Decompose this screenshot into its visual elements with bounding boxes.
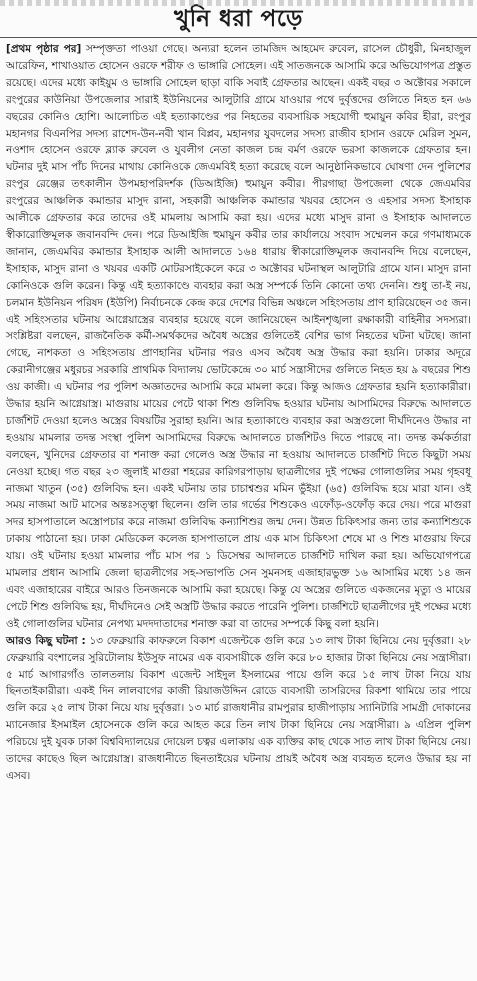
continuation-kicker: [প্রথম পৃষ্ঠার পর] (6, 43, 82, 55)
article-headline: খুনি ধরা পড়ে (174, 6, 303, 32)
paragraph-1-text: সম্পৃক্ততা পাওয়া গেছে। অন্যরা হলেন তামজিদ আহমেদ রুবেল, রাসেল চৌধুরী, মিনহাজুল আরেফিন, শাখাওয়াত হোসেন ওরফে শরীফ ও ভাঙ্গারি সোহেল। এই সাতজনকে আসামি করে অভিযোগপত্র প্রস্তুত রয়েছে। এদের মধ্যে কাইয়ুম ও ভাঙ্গারি সোহেল ছাড়া বাকি সবাই গ্রেফতার আছেন। একই বছর ৩ অক্টোবর সকালে রংপুরের কাউনিয়া উপজেলার সারাই ইউনিয়নের আলুটারি গ্রামে যাওয়ার পথে দুর্বৃত্তদের গুলিতে নিহত হন ৬৬ বছরের কোনিও হোশি। আলোচিত এই হত্যাকাণ্ডের পর নিহতের ব্যবসায়িক সহযোগী হুমায়ুন কবির হীরা, রংপুর মহানগর বিএনপির সদস্য রাশেদ-উন-নবী খান বিপ্লব, মহানগর যুবদলের সদস্য রাজীব হাসান ওরফে মেরিল সুমন, নওশাদ হোসেন ওরফে ব্ল্যাক রুবেল ও যুবলীগ নেতা কাজল চন্দ্র বর্মণ ওরফে ভরসা কাজলকে গ্রেফতার হন। ঘটনার দুই মাস পাঁচ দিনের মাথায় কোনিওকে জেএমবিই হত্যা করেছে বলে আনুষ্ঠানিকভাবে ঘোষণা দেন পুলিশের রংপুর রেঞ্জের তৎকালীন উপমহাপরিদর্শক (ডিআইজি) হুমায়ুন কবীর। পীরগাছা উপজেলা থেকে জেএমবির রংপুরের আঞ্চলিক কমান্ডার মাসুদ রানা, সহকারী আঞ্চলিক কমান্ডার খয়বর হোসেন ও এহসার সদস্য ইসাহাক আলীকে গ্রেফতার করে তাদের ওই মামলায় আসামি করা হয়। এদের মধ্যে মাসুদ রানা ও ইসাহাক আদালতে স্বীকারোক্তিমূলক জবানবন্দি দেন। পরে ডিআইজি হুমায়ুন কবীর তার কার্যালয়ে সংবাদ সম্মেলন করে গণমাধ্যমকে জানান, জেএমবির কমান্ডার ইসাহাক আলী আদালতে ১৬৪ ধারায় স্বীকারোক্তিমূলক জবানবন্দি দিয়ে বলেছেন, ইসাহাক, মাসুদ রানা ও খয়বর একটি মোটরসাইকেলে করে ৩ অক্টোবর ঘটনাস্থল আলুটারি গ্রামে যান। মাসুদ রানা কোনিওকে গুলি করেন। কিন্তু এই হত্যাকাণ্ডে ব্যবহার করা অস্ত্র সম্পর্কে তিনি কোনো তথ্য দেননি। শুধু তা-ই নয়, চলমান ইউনিয়ন পরিষদ (ইউপি) নির্বাচনকে কেন্দ্র করে দেশের বিভিন্ন অঞ্চলে সহিংসতায় প্রাণ হারিয়েছেন ৩৫ জন। এই সহিংসতার ঘটনায় আগ্নেয়াস্ত্রের ব্যবহার হয়েছে বলে জানিয়েছেন আইনশৃঙ্খলা রক্ষাকারী বাহিনীর সদস্যরা। সংশ্লিষ্টরা বলছেন, রাজনৈতিক কর্মী-সমর্থকদের অবৈধ অস্ত্রের গুলিতেই বেশির ভাগ নিহতের ঘটনা ঘটছে। জানা গেছে, নাশকতা ও সহিংসতায় প্রাণহানির ঘটনার পরও এসব অবৈধ অস্ত্র উদ্ধার করা হয়নি। ঢাকার অদূরে কেরানীগঞ্জের মধুরচর সরকারি প্রাথমিক বিদ্যালয় ভোটকেন্দ্রে ৩০ মার্চ সন্ত্রাসীদের গুলিতে নিহত হয় ৯ বছরের শিশু ওয় কাজী। এ ঘটনার পর পুলিশ অজ্ঞাতদের আসামি করে মামলা করে। কিন্তু আজও গ্রেফতার হয়নি হত্যাকারীরা। উদ্ধার হয়নি আগ্নেয়াস্ত্র। মাগুরায় মায়ের পেটে থাকা শিশু গুলিবিদ্ধ হওয়ার ঘটনায় আসামিদের বিরুদ্ধে আদালতে চার্জশিট দেওয়া হলেও অস্ত্রের বিষয়টির সুরাহা হয়নি। আর হত্যাকাণ্ডে ব্যবহার করা অস্ত্রগুলো দীর্ঘদিনেও উদ্ধার না হওয়ায় মামলার তদন্ত সংস্থা পুলিশ আসামিদের বিরুদ্ধে আদালতে চার্জশিটও দিতে পারছে না। তদন্ত কর্মকর্তারা বলছেন, খুনিদের গ্রেফতার বা শনাক্ত করা গেলেও অস্ত্র উদ্ধার না হওয়ায় আদালতে চার্জশিট দিতে কিছুটা সময় নেওয়া হচ্ছে। গত বছর ২৩ জুলাই মাগুরা শহরের কারিগরপাড়ায় ছাত্রলীগের দুই পক্ষের গোলাগুলির সময় গৃহবধূ নাজমা খাতুন (৩৫) গুলিবিদ্ধ হন। একই ঘটনায় তার চাচাশ্বশুর মমিন ভুঁইয়া (৬৫) গুলিবিদ্ধ হয়ে মারা যান। ওই সময় নাজমা আট মাসের অন্তঃসত্ত্বা ছিলেন। গুলি তার গর্ভের শিশুকেও এফোঁড়-ওফোঁড় করে দেয়। পরে মাগুরা সদর হাসপাতালে অস্ত্রোপচার করে নাজমা গুলিবিদ্ধ কন্যাশিশুর জন্ম দেন। উন্নত চিকিৎসার জন্য তার কন্যাশিশুকে ঢাকায় পাঠানো হয়। ঢাকা মেডিকেল কলেজ হাসপাতালে প্রায় এক মাস চিকিৎসা শেষে মা ও শিশু মাগুরায় ফিরে যায়। ওই ঘটনায় হওয়া মামলার পাঁচ মাস পর ১ ডিসেম্বর আদালতে চার্জশিট দাখিল করা হয়। অভিযোগপত্রে মামলার প্রধান আসামি জেলা ছাত্রলীগের সহ-সভাপতি সেন সুমনসহ এজাহারভুক্ত ১৬ আসামির মধ্যে ১৪ জন এবং এজাহারের বাইরে আরও তিনজনকে আসামি করা হয়েছে। কিন্তু যে অস্ত্রের গুলিতে একজনের মৃত্যু ও মায়ের পেটে শিশু গুলিবিদ্ধ হয়, দীর্ঘদিনেও সেই অস্ত্রটি উদ্ধার করতে পারেনি পুলিশ। চার্জশিটে ছাত্রলীগের দুই পক্ষের মধ্যে ওই গোলাগুলির ঘটনার নেপথ্য মদদদাতাদের শনাক্ত করা বা তাদের সম্পর্কে কিছু বলা হয়নি। (6, 43, 471, 630)
article-paragraph-2 (6, 633, 471, 785)
paragraph-2-text: ১৩ ফেব্রুয়ারি কাফরুলে বিকাশ এজেন্টকে গুলি করে ১৩ লাখ টাকা ছিনিয়ে নেয় দুর্বৃত্তরা। ২৮ ফেব্রুয়ারি বংশালের সুরিটোলায় ইউসুফ নামের এক ব্যবসায়ীকে গুলি করে ৮০ হাজার টাকা ছিনিয়ে নেয় সন্ত্রাসীরা। ৫ মার্চ আগারগাঁও তালতলায় বিকাশ এজেন্ট সাইদুল ইসলামের পায়ে গুলি করে ১৫ লাখ টাকা নিয়ে যায় ছিনতাইকারীরা। একই দিন লালবাগের কাজী রিয়াজউদ্দিন রোডে ব্যবসায়ী তাসরিদের রিকশা থামিয়ে তার পায়ে গুলি করে ২৫ লাখ টাকা নিয়ে যায় দুর্বৃত্তরা। ১৩ মার্চ রাজধানীর রামপুরার হাজীপাড়ায় স্যানিটারি সামগ্রী দোকানের ম্যানেজার ইসমাইল হোসেনকে গুলি করে আহত করে তিন লাখ টাকা ছিনিয়ে নেয় সন্ত্রাসীরা। ৯ এপ্রিল পুলিশ পরিচয়ে দুই যুবক ঢাকা বিশ্ববিদ্যালয়ের দোয়েল চত্বর এলাকায় এক ব্যক্তির কাছ থেকে সাত লাখ টাকা ছিনিয়ে নেয়। তাদের কাছেও ছিল আগ্নেয়াস্ত্র। রাজধানীতে ছিনতাইয়ের ঘটনায় প্রায়ই অবৈধ অস্ত্র ব্যবহৃত হলেও উদ্ধার হয় না এসব। (6, 634, 471, 782)
headline-divider (0, 37, 477, 38)
article-body (6, 41, 471, 785)
more-incidents-subhead: আরও কিছু ঘটনা : (6, 634, 86, 647)
article-paragraph-1 (6, 41, 471, 633)
clipped-previous-text-strip (0, 0, 477, 6)
